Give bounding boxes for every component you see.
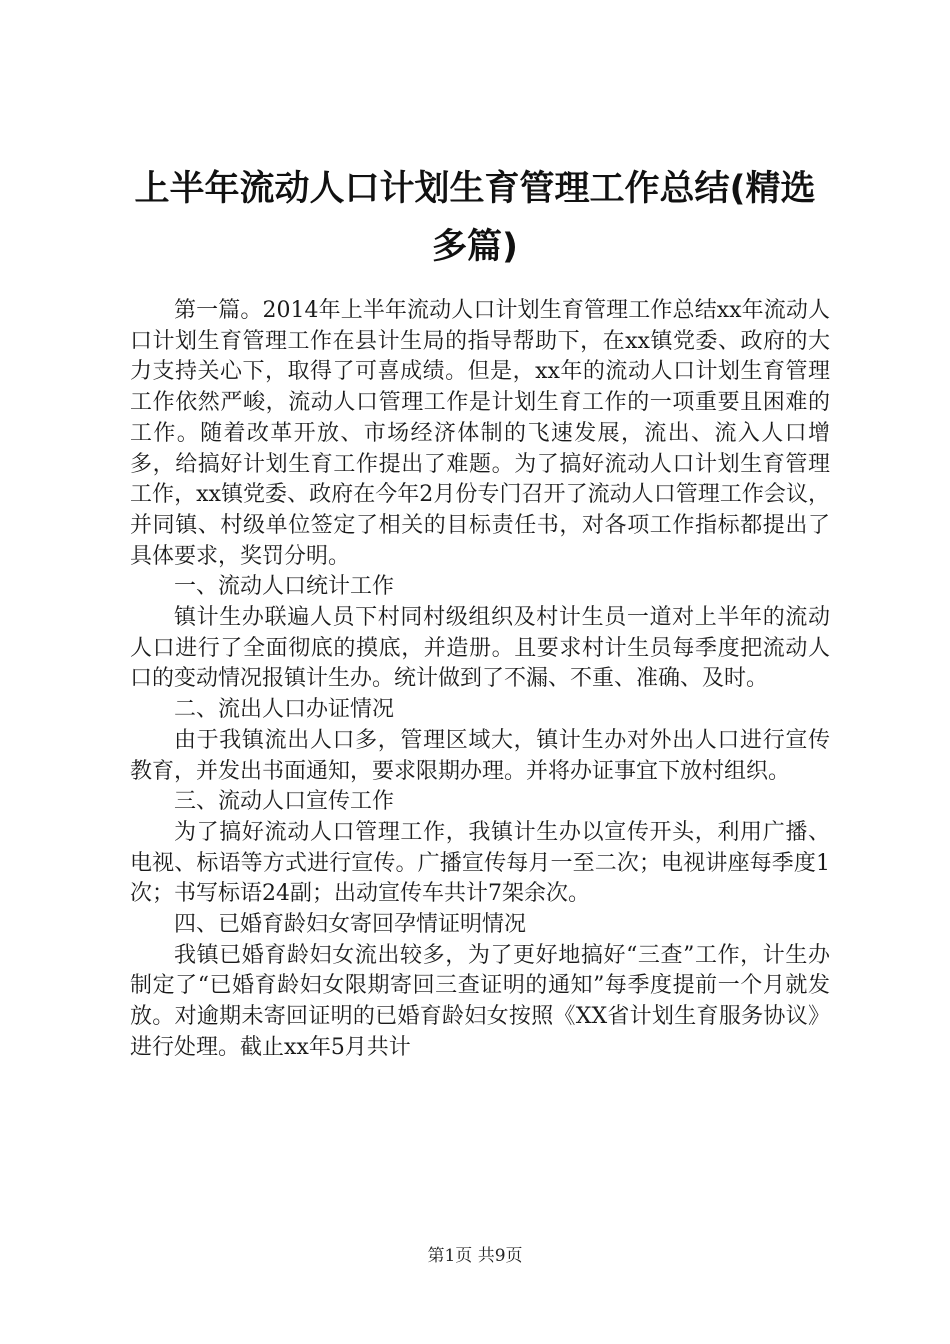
paragraph-section-2: 由于我镇流出人口多，管理区域大，镇计生办对外出人口进行宣传教育，并发出书面通知，要求限期办理。并将办证事宜下放村组织。	[130, 727, 830, 784]
paragraph-section-3: 为了搞好流动人口管理工作，我镇计生办以宣传开头，利用广播、电视、标语等方式进行宣传。广播宣传每月一至二次；电视讲座每季度1次；书写标语24副；出动宣传车共计7架余次。	[130, 819, 830, 907]
section-heading-4: 四、已婚育龄妇女寄回孕情证明情况	[174, 912, 527, 938]
document-body	[130, 296, 830, 1064]
document-title: 上半年流动人口计划生育管理工作总结(精选多篇)	[134, 169, 816, 267]
paragraph-section-1: 镇计生办联遍人员下村同村级组织及村计生员一道对上半年的流动人口进行了全面彻底的摸底，并造册。且要求村计生员每季度把流动人口的变动情况报镇计生办。统计做到了不漏、不重、准确、及时。	[130, 605, 830, 692]
section-heading-1: 一、流动人口统计工作	[174, 574, 395, 600]
section-heading-3: 三、流动人口宣传工作	[174, 789, 395, 815]
section-heading-2: 二、流出人口办证情况	[174, 697, 395, 723]
page-footer: 第1页 共9页	[427, 1246, 523, 1266]
paragraph-intro: 第一篇。2014年上半年流动人口计划生育管理工作总结xx年流动人口计划生育管理工作在县计生局的指导帮助下，在xx镇党委、政府的大力支持关心下，取得了可喜成绩。但是，xx年的流动人口计划生育管理工作依然严峻，流动人口管理工作是计划生育工作的一项重要且困难的工作。随着改革开放、市场经济体制的飞速发展，流出、流入人口增多，给搞好计划生育工作提出了难题。为了搞好流动人口计划生育管理工作，xx镇党委、政府在今年2月份专门召开了流动人口管理工作会议，并同镇、村级单位签定了相关的目标责任书，对各项工作指标都提出了具体要求，奖罚分明。	[130, 298, 830, 569]
paragraph-section-4: 我镇已婚育龄妇女流出较多，为了更好地搞好“三查”工作，计生办制定了“已婚育龄妇女限期寄回三查证明的通知”每季度提前一个月就发放。对逾期未寄回证明的已婚育龄妇女按照《XX省计划生育服务协议》进行处理。截止xx年5月共计	[130, 942, 830, 1060]
